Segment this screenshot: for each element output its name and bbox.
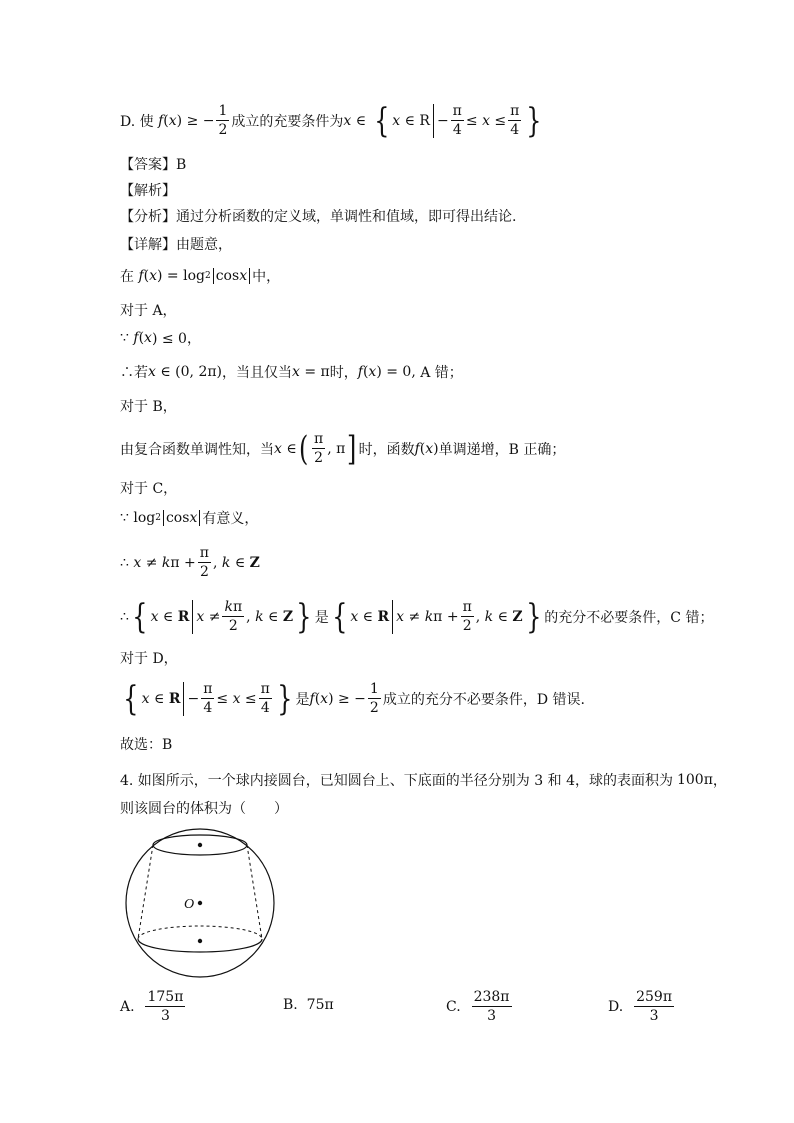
choice-b[interactable]: B. 75π [283, 997, 334, 1013]
bottom-base-back [138, 926, 262, 939]
for-a-line: 对于 A， [120, 303, 177, 319]
set-c-line: ∴ { x ∈ R x ≠ $\frac{k\pi}{2}$ , k ∈ Z } 是 { x ∈ R x ≠ k π + $\frac{\pi}{2}$ , k ∈ Z } 的充分不必要条件，C 错； [120, 596, 714, 637]
question-4-line1: 4. 如图所示，一个球内接圆台，已知圆台上、下底面的半径分别为 3 和 4，球的表面积为 100π ， [120, 772, 727, 789]
option-d-line: D. 使 f ( x ) ≥ − $\frac{1}{2}$ 成立的充要条件为 x ∈ { x ∈ R − $\frac{\pi}{4}$ ≤ x ≤ $\frac{\pi}{4}$ } [120, 100, 542, 141]
center-label: O [184, 897, 195, 912]
top-center-dot [198, 843, 202, 847]
fenxi-line: 【分析】通过分析函数的定义域，单调性和值域，即可得出结论. [120, 209, 517, 225]
sphere-center-dot [198, 901, 202, 905]
because-a-line: ∵ f ( x ) ≤ 0， [120, 330, 201, 347]
choice-c[interactable]: C. $\frac{238\pi}{3}$ [446, 989, 510, 1024]
xiangjie-line: 【详解】由题意， [120, 237, 232, 253]
bottom-center-dot [198, 939, 202, 943]
choose-line: 故选：B [120, 737, 173, 753]
function-def-line: 在 f ( x ) = log 2 cos x 中， [120, 268, 281, 285]
for-d-line: 对于 D， [120, 651, 178, 667]
thus-c-line: ∴ x ≠ k π + $\frac{\pi}{2}$ , k ∈ Z [120, 545, 260, 580]
answer-line: 【答案】B [120, 157, 187, 173]
for-b-line: 对于 B， [120, 399, 177, 415]
thus-a-line: ∴若 x ∈ (0, 2π) ，当且仅当 x = π 时， f ( x ) = 0, A 错； [120, 364, 463, 381]
sphere-frustum-figure [122, 825, 282, 985]
set-d-line: { x ∈ R − $\frac{\pi}{4}$ ≤ x ≤ $\frac{\pi}{4}$ } 是 f ( x ) ≥ − $\frac{1}{2}$ 成立的充分不必要条件，D 错误. [123, 678, 585, 719]
monotone-b-line: 由复合函数单调性知，当 x ∈ ( $\frac{\pi}{2}$ , π ] 时，函数 f ( x ) 单调递增，B 正确； [120, 428, 566, 469]
choice-a[interactable]: A. $\frac{175\pi}{3}$ [120, 989, 184, 1024]
because-c-line: ∵ log 2 cos x 有意义， [120, 510, 259, 527]
analysis-title: 【解析】 [120, 183, 176, 199]
question-4-line2: 则该圆台的体积为（ ） [120, 801, 288, 817]
choice-d[interactable]: D. $\frac{259\pi}{3}$ [608, 989, 673, 1024]
for-c-line: 对于 C， [120, 481, 178, 497]
